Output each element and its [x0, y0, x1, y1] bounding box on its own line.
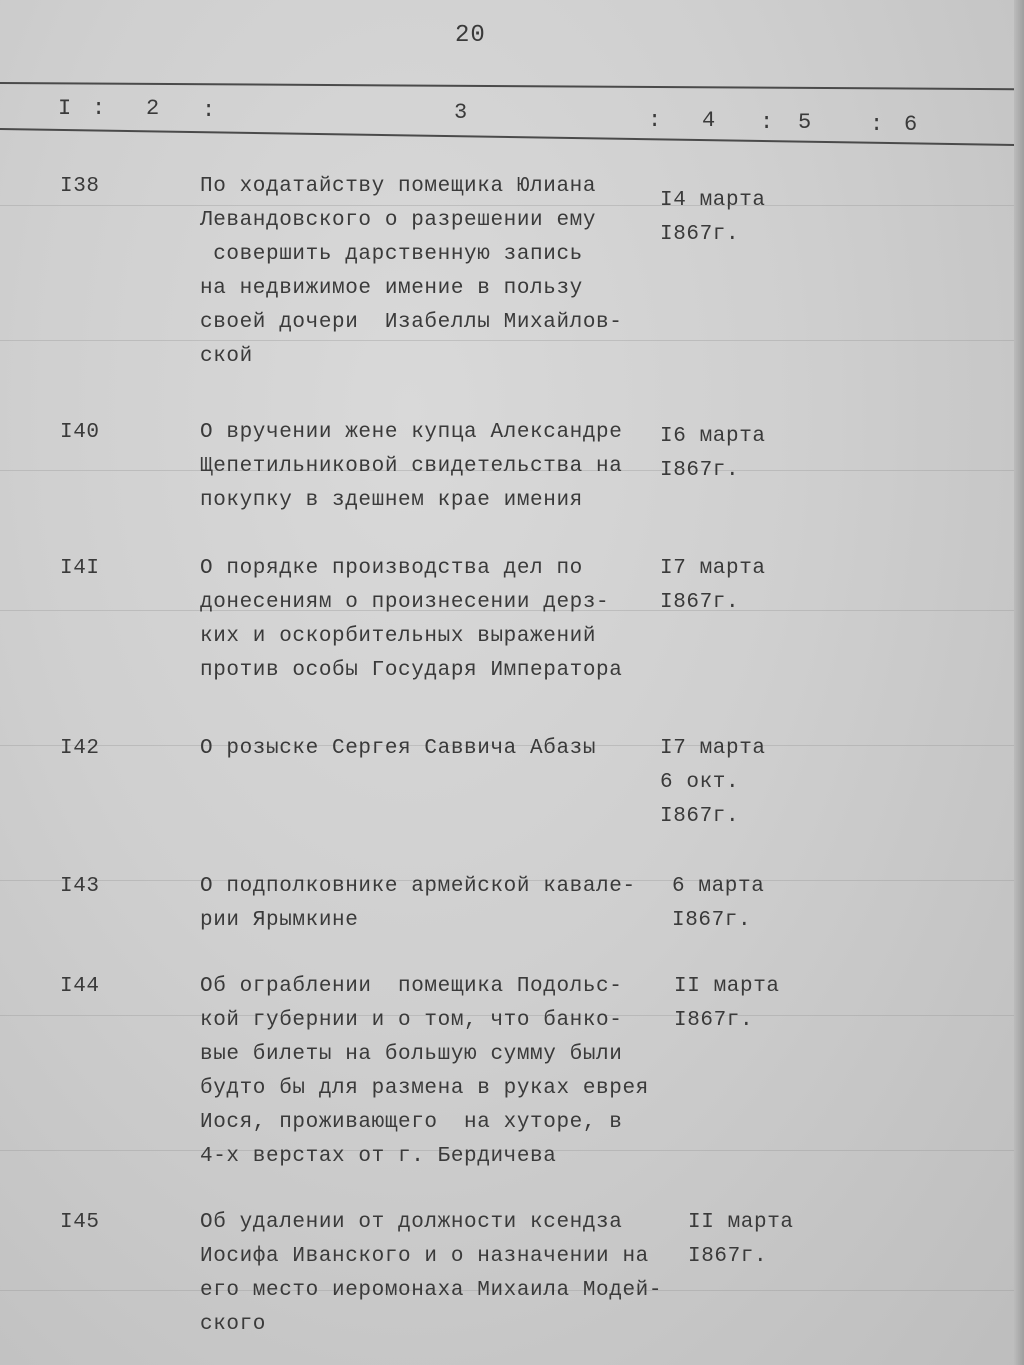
- header-rule-top: [0, 82, 1015, 90]
- description-line: Иосифа Иванского и о назначении на: [200, 1245, 649, 1268]
- entry-date: [688, 1206, 818, 1274]
- description-line: вые билеты на большую сумму были: [200, 1043, 623, 1066]
- column-separator: :: [202, 98, 216, 123]
- entry-description: [200, 1206, 670, 1342]
- column-header: 3: [454, 100, 468, 125]
- column-header: 4: [702, 108, 716, 133]
- column-header: 5: [798, 110, 812, 135]
- date-line: I7 марта: [660, 737, 766, 760]
- description-line: против особы Государя Императора: [200, 659, 623, 682]
- description-line: О порядке производства дел по: [200, 557, 583, 580]
- entry-description: [200, 970, 670, 1174]
- date-line: I867г.: [660, 591, 740, 614]
- column-header: 6: [904, 112, 918, 137]
- date-line: I867г.: [674, 1009, 754, 1032]
- entry-description: [200, 552, 670, 688]
- entry-number: I43: [60, 875, 100, 898]
- description-line: Об ограблении помещика Подольс-: [200, 975, 623, 998]
- entry-date: [660, 420, 790, 488]
- description-line: его место иеромонаха Михаила Модей-: [200, 1279, 663, 1302]
- column-header: I: [58, 96, 72, 121]
- date-line: I867г.: [672, 909, 752, 932]
- entry-number: I42: [60, 737, 100, 760]
- entry-number: I45: [60, 1211, 100, 1234]
- description-line: О подполковнике армейской кавале-: [200, 875, 636, 898]
- description-line: ской: [200, 345, 253, 368]
- description-line: 4-х верстах от г. Бердичева: [200, 1145, 557, 1168]
- description-line: донесениям о произнесении дерз-: [200, 591, 610, 614]
- entry-number: I44: [60, 975, 100, 998]
- entry-description: [200, 870, 670, 938]
- description-line: рии Ярымкине: [200, 909, 359, 932]
- entry-date: [672, 870, 802, 938]
- page-number: 20: [455, 22, 486, 49]
- description-line: Иося, проживающего на хуторе, в: [200, 1111, 623, 1134]
- description-line: ких и оскорбительных выражений: [200, 625, 597, 648]
- page-edge: [1014, 0, 1024, 1365]
- entry-number: I38: [60, 175, 100, 198]
- date-line: II марта: [674, 975, 780, 998]
- description-line: Левандовского о разрешении ему: [200, 209, 597, 232]
- description-line: О розыске Сергея Саввича Абазы: [200, 737, 597, 760]
- description-line: покупку в здешнем крае имения: [200, 489, 583, 512]
- description-line: По ходатайству помещика Юлиана: [200, 175, 597, 198]
- date-line: 6 марта: [672, 875, 765, 898]
- entry-date: [660, 552, 790, 620]
- description-line: кой губернии и о том, что банко-: [200, 1009, 623, 1032]
- column-header: 2: [146, 96, 160, 121]
- date-line: I7 марта: [660, 557, 766, 580]
- column-separator: :: [92, 96, 106, 121]
- description-line: О вручении жене купца Александре: [200, 421, 623, 444]
- date-line: I867г.: [660, 805, 740, 828]
- description-line: Об удалении от должности ксендза: [200, 1211, 623, 1234]
- entry-number: I4I: [60, 557, 100, 580]
- date-line: I4 марта: [660, 189, 766, 212]
- entry-description: [200, 170, 670, 374]
- date-line: I867г.: [688, 1245, 768, 1268]
- description-line: ского: [200, 1313, 267, 1336]
- header-rule-bottom: [0, 128, 1015, 146]
- column-separator: :: [870, 112, 884, 137]
- column-separator: :: [648, 108, 662, 133]
- description-line: Щепетильниковой свидетельства на: [200, 455, 623, 478]
- date-line: I867г.: [660, 223, 740, 246]
- date-line: I6 марта: [660, 425, 766, 448]
- entry-date: [660, 184, 790, 252]
- description-line: своей дочери Изабеллы Михайлов-: [200, 311, 623, 334]
- description-line: совершить дарственную запись: [200, 243, 583, 266]
- entry-date: [660, 732, 790, 834]
- description-line: на недвижимое имение в пользу: [200, 277, 583, 300]
- entry-date: [674, 970, 804, 1038]
- entry-description: [200, 732, 670, 766]
- column-separator: :: [760, 110, 774, 135]
- entry-number: I40: [60, 421, 100, 444]
- date-line: I867г.: [660, 459, 740, 482]
- date-line: II марта: [688, 1211, 794, 1234]
- date-line: 6 окт.: [660, 771, 740, 794]
- entry-description: [200, 416, 670, 518]
- description-line: будто бы для размена в руках еврея: [200, 1077, 649, 1100]
